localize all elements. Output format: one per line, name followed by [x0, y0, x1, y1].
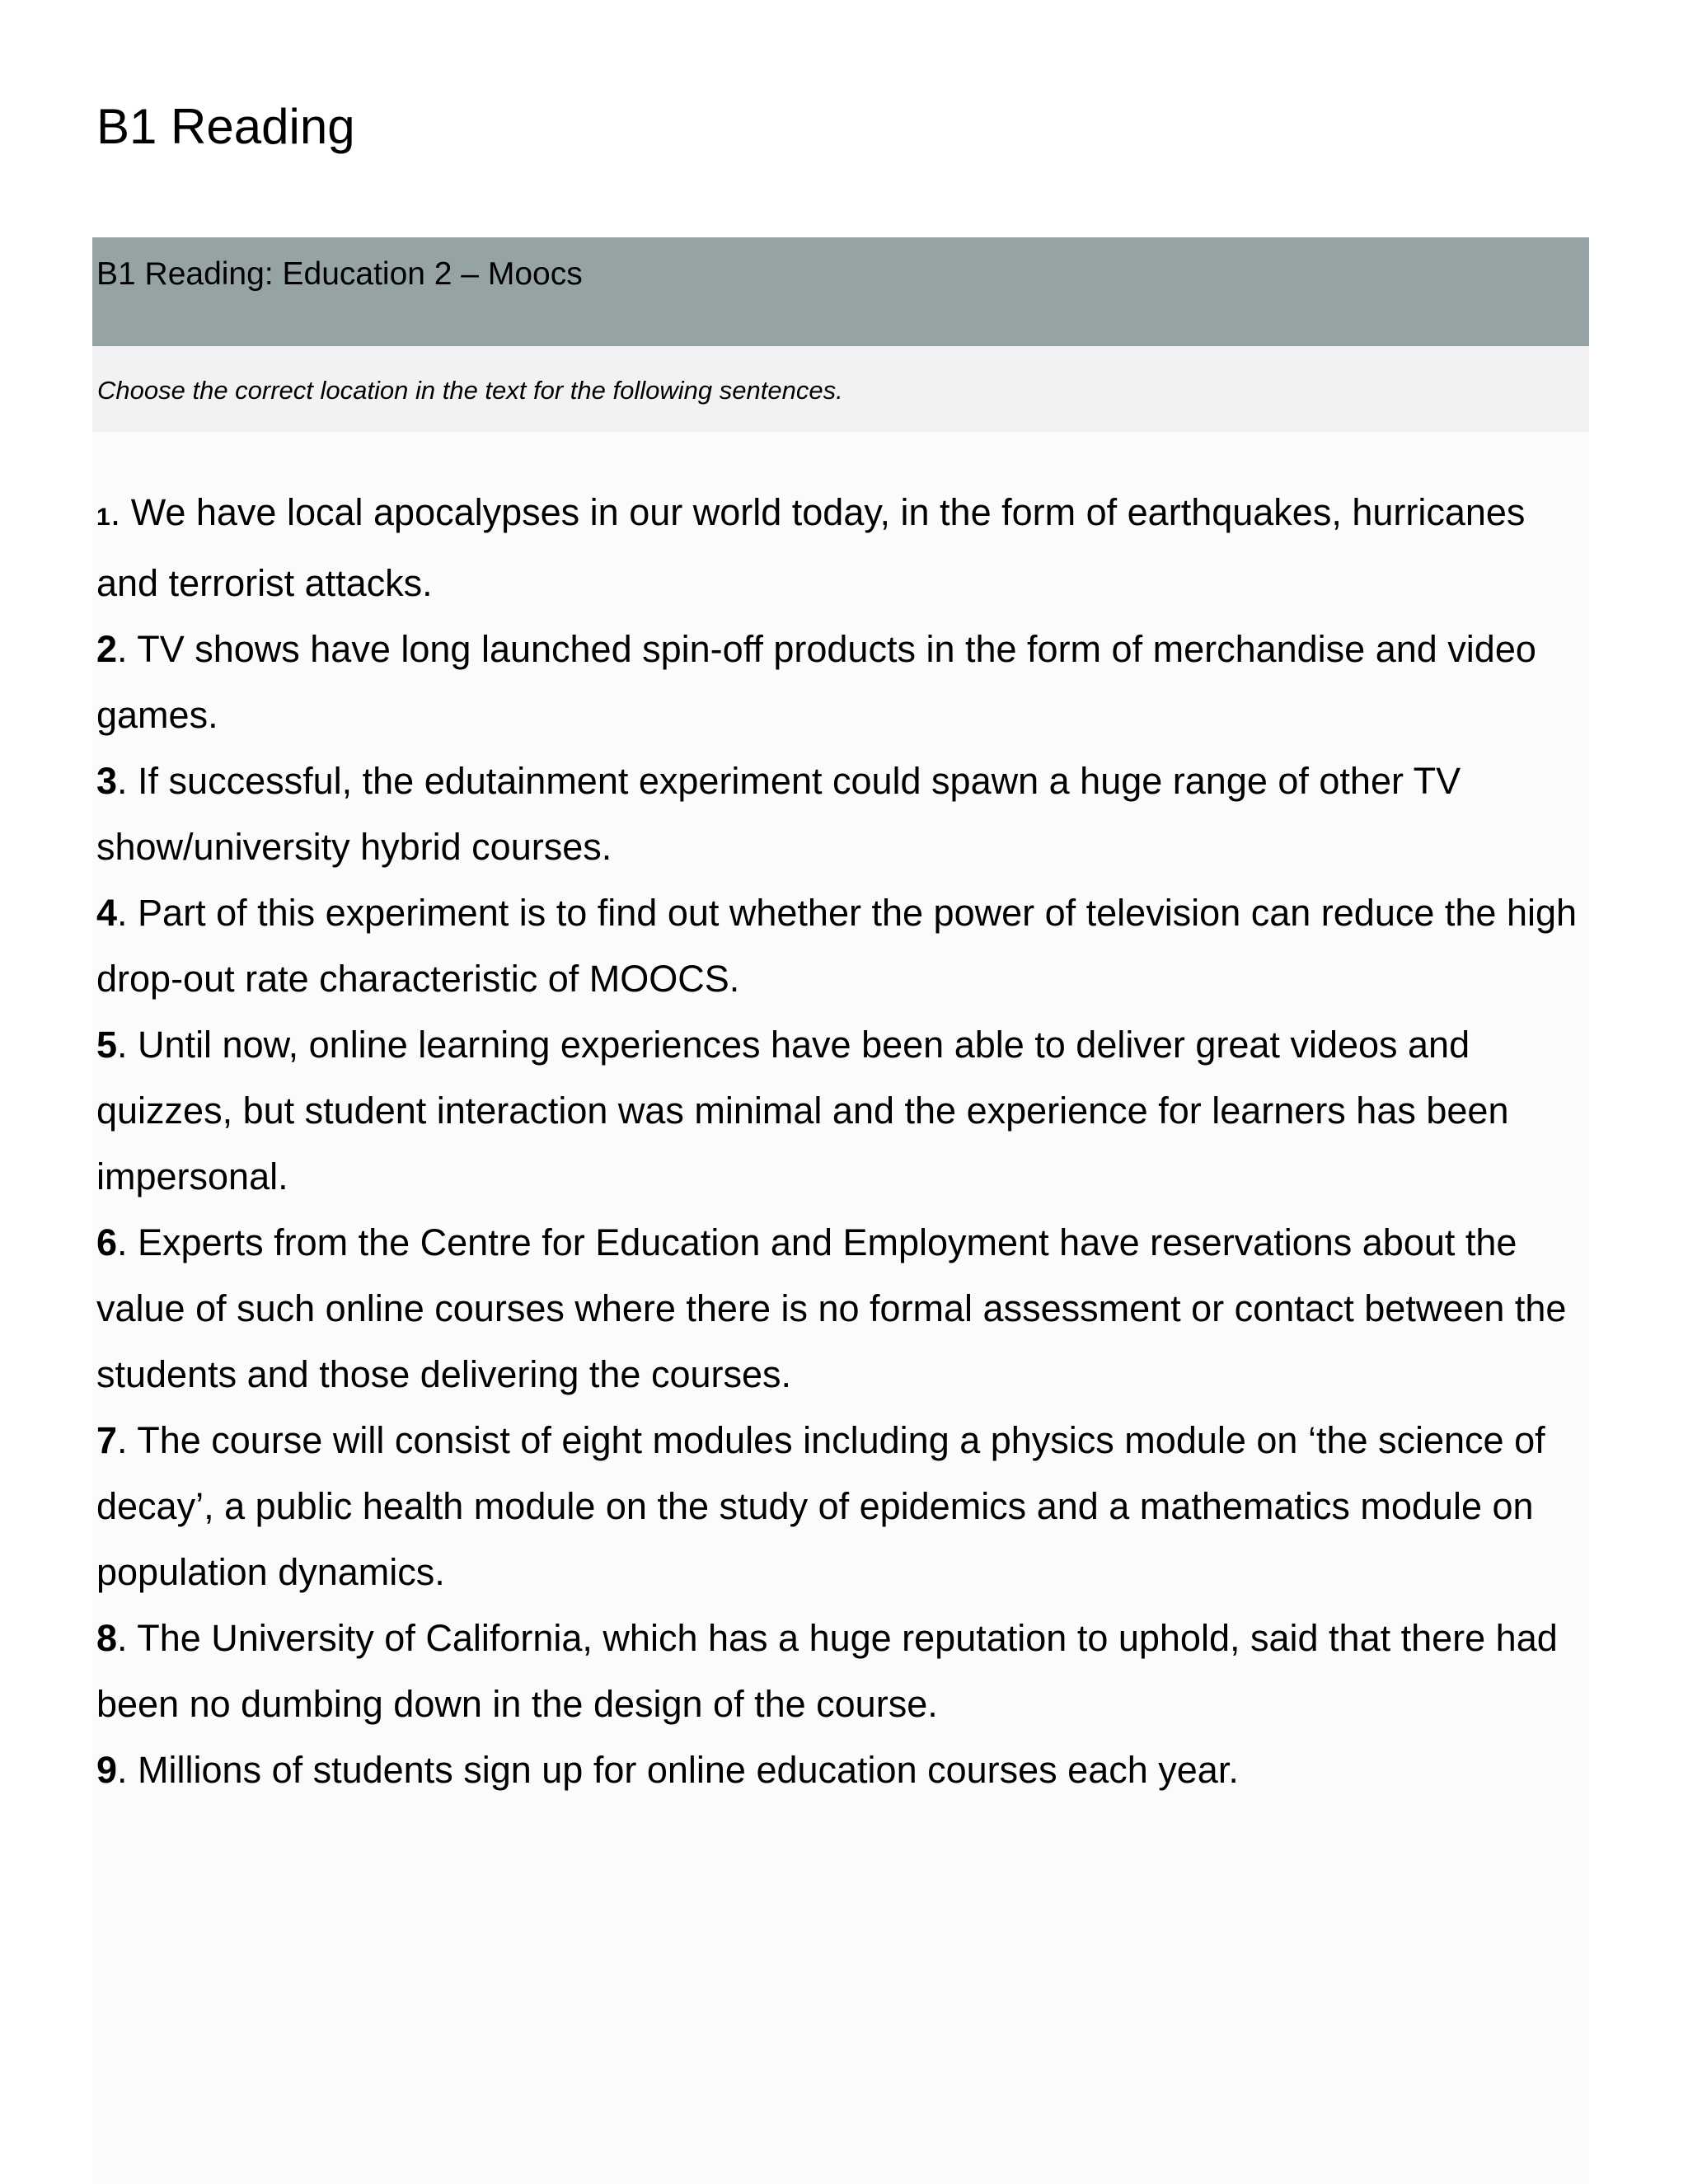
sentence-item [96, 1605, 1597, 1737]
sentence-text: . The University of California, which has a huge reputation to uphold, said that there had been no dumbing down in the design of the course. [96, 1617, 1558, 1725]
sentence-text: . Until now, online learning experiences have been able to deliver great videos and quizzes, but student interaction was minimal and the experience for learners has been impersonal. [96, 1024, 1509, 1197]
page-title: B1 Reading [96, 99, 355, 154]
sentence-number: 9 [96, 1749, 118, 1791]
sentence-text: . The course will consist of eight modules including a physics module on ‘the science of decay’, a public health module on the study of epidemics and a mathematics module on population dynamics. [96, 1419, 1545, 1593]
sentence-number: 6 [96, 1221, 118, 1263]
instructions-bar [92, 346, 1589, 432]
sentence-text: . TV shows have long launched spin-off products in the form of merchandise and video games. [96, 628, 1536, 736]
sentence-number: 4 [96, 892, 118, 934]
sentence-text: . We have local apocalypses in our world today, in the form of earthquakes, hurricanes and terrorist attacks. [96, 491, 1526, 604]
sentence-number: 5 [96, 1024, 118, 1066]
sentence-text: . Experts from the Centre for Education and Employment have reservations about the value of such online courses where there is no formal assessment or contact between the students and those delivering the courses. [96, 1221, 1567, 1395]
sentence-number: 8 [96, 1617, 118, 1659]
sentence-text: . Millions of students sign up for online education courses each year. [117, 1749, 1239, 1791]
sentence-list [96, 480, 1597, 1803]
activity-header [92, 237, 1589, 346]
sentence-item [96, 480, 1597, 616]
sentence-text: . Part of this experiment is to find out whether the power of television can reduce the high drop-out rate characteristic of MOOCS. [96, 892, 1578, 1000]
sentence-item [96, 748, 1597, 880]
sentence-item [96, 616, 1597, 748]
sentence-number: 7 [96, 1419, 118, 1461]
sentence-item [96, 1408, 1597, 1605]
sentence-number: 1 [96, 504, 110, 531]
sentence-number: 3 [96, 760, 118, 802]
sentence-item [96, 1012, 1597, 1210]
sentence-text: . If successful, the edutainment experiment could spawn a huge range of other TV show/university hybrid courses. [96, 760, 1461, 868]
sentence-item [96, 880, 1597, 1012]
sentence-item [96, 1737, 1597, 1803]
sentence-item [96, 1210, 1597, 1408]
sentence-number: 2 [96, 628, 118, 670]
activity-title: B1 Reading: Education 2 – Moocs [96, 256, 583, 292]
activity-instructions: Choose the correct location in the text for the following sentences. [97, 376, 843, 405]
